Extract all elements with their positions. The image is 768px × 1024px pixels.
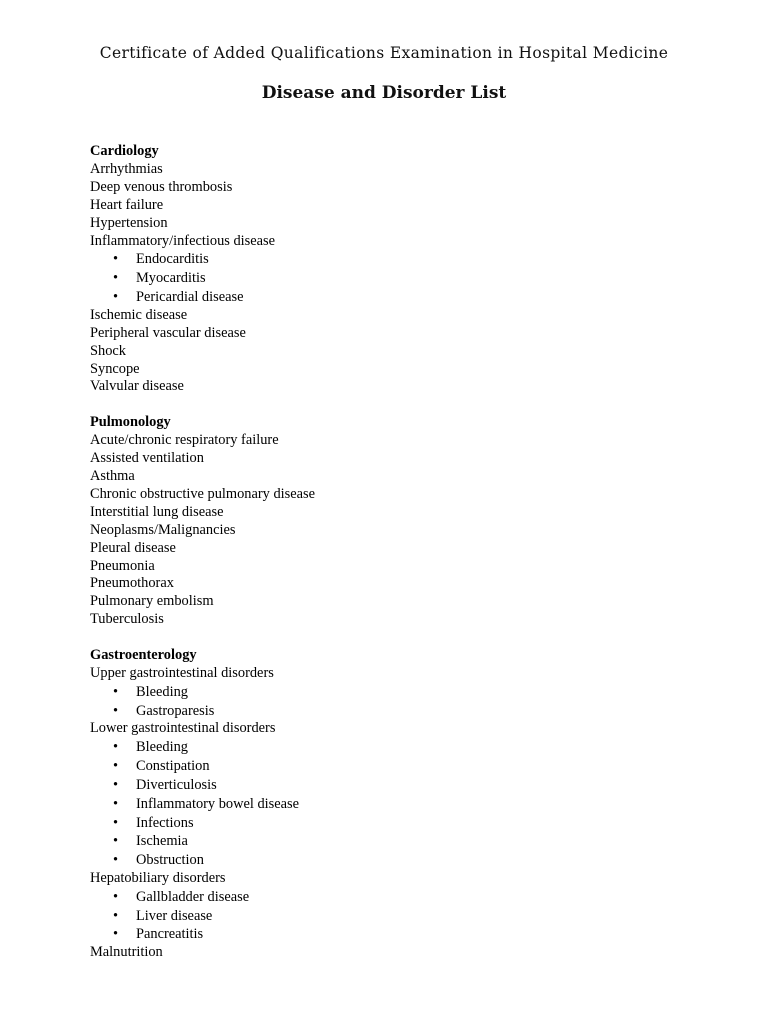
list-subitem xyxy=(90,250,710,269)
list-subitem xyxy=(90,776,710,795)
list-item: Chronic obstructive pulmonary disease xyxy=(90,485,316,502)
list-item: Hepatobiliary disorders xyxy=(90,869,226,886)
list-subitem-label: Endocarditis xyxy=(136,251,209,268)
bullet-icon: • xyxy=(113,888,119,905)
list-subitem-label: Diverticulosis xyxy=(136,776,217,793)
list-item: Pneumothorax xyxy=(90,575,174,592)
list-subitem xyxy=(90,702,710,721)
list-item: Neoplasms/Malignancies xyxy=(90,521,236,538)
bullet-icon: • xyxy=(113,814,119,831)
list-subitem-label: Bleeding xyxy=(136,683,188,700)
list-subitem-label: Gallbladder disease xyxy=(136,888,250,905)
list-subitem-label: Pericardial disease xyxy=(136,289,244,306)
list-item: Lower gastrointestinal disorders xyxy=(90,720,276,737)
list-subitem xyxy=(90,757,710,776)
bullet-icon: • xyxy=(113,739,119,756)
list-item: Valvular disease xyxy=(90,378,184,395)
list-title: Disease and Disorder List xyxy=(261,83,507,103)
list-subitem xyxy=(90,925,710,944)
list-item: Hypertension xyxy=(90,214,168,231)
exam-title: Certificate of Added Qualifications Examination in Hospital Medicine xyxy=(99,44,669,62)
section-heading: Pulmonology xyxy=(90,414,171,431)
bullet-icon: • xyxy=(113,683,119,700)
list-item: Tuberculosis xyxy=(90,611,164,628)
list-item: Interstitial lung disease xyxy=(90,503,224,520)
bullet-icon: • xyxy=(113,852,119,869)
list-item: Malnutrition xyxy=(90,944,163,961)
list-subitem-label: Myocarditis xyxy=(136,270,206,287)
list-subitem xyxy=(90,814,710,833)
list-subitem xyxy=(90,288,710,307)
bullet-icon: • xyxy=(113,907,119,924)
list-item: Pleural disease xyxy=(90,539,176,556)
list-subitem-label: Obstruction xyxy=(136,852,204,869)
list-subitem xyxy=(90,832,710,851)
list-item: Heart failure xyxy=(90,196,164,213)
bullet-icon: • xyxy=(113,795,119,812)
list-subitem-label: Inflammatory bowel disease xyxy=(136,795,300,812)
list-item: Peripheral vascular disease xyxy=(90,324,246,341)
list-subitem-label: Pancreatitis xyxy=(136,926,204,943)
section-gastroenterology xyxy=(90,647,710,962)
list-subitem xyxy=(90,851,710,870)
list-item: Assisted ventilation xyxy=(90,450,204,467)
list-item: Ischemic disease xyxy=(90,306,188,323)
list-subitem-label: Ischemia xyxy=(136,833,188,850)
bullet-icon: • xyxy=(113,758,119,775)
list-item: Pneumonia xyxy=(90,557,155,574)
list-item: Acute/chronic respiratory failure xyxy=(90,432,279,449)
list-subitem-label: Bleeding xyxy=(136,739,188,756)
list-item: Shock xyxy=(90,342,126,359)
bullet-icon: • xyxy=(113,833,119,850)
disease-list xyxy=(90,143,710,980)
list-subitem xyxy=(90,907,710,926)
list-item: Deep venous thrombosis xyxy=(90,178,233,195)
list-item: Syncope xyxy=(90,360,140,377)
list-subitem xyxy=(90,888,710,907)
bullet-icon: • xyxy=(113,270,119,287)
list-subitem xyxy=(90,795,710,814)
list-subitem xyxy=(90,738,710,757)
bullet-icon: • xyxy=(113,251,119,268)
bullet-icon: • xyxy=(113,289,119,306)
list-subitem-label: Liver disease xyxy=(136,907,213,924)
section-cardiology xyxy=(90,143,710,396)
list-item: Upper gastrointestinal disorders xyxy=(90,664,274,681)
section-heading: Gastroenterology xyxy=(90,647,197,664)
section-pulmonology xyxy=(90,414,710,629)
bullet-icon: • xyxy=(113,776,119,793)
list-subitem-label: Constipation xyxy=(136,758,210,775)
bullet-icon: • xyxy=(113,702,119,719)
list-subitem xyxy=(90,683,710,702)
list-subitem-label: Infections xyxy=(136,814,194,831)
list-item: Arrhythmias xyxy=(90,160,163,177)
list-item: Pulmonary embolism xyxy=(90,593,214,610)
list-subitem-label: Gastroparesis xyxy=(136,702,215,719)
list-subitem xyxy=(90,269,710,288)
list-item: Asthma xyxy=(90,467,135,484)
section-heading: Cardiology xyxy=(90,143,159,159)
list-item: Inflammatory/infectious disease xyxy=(90,232,276,249)
bullet-icon: • xyxy=(113,926,119,943)
